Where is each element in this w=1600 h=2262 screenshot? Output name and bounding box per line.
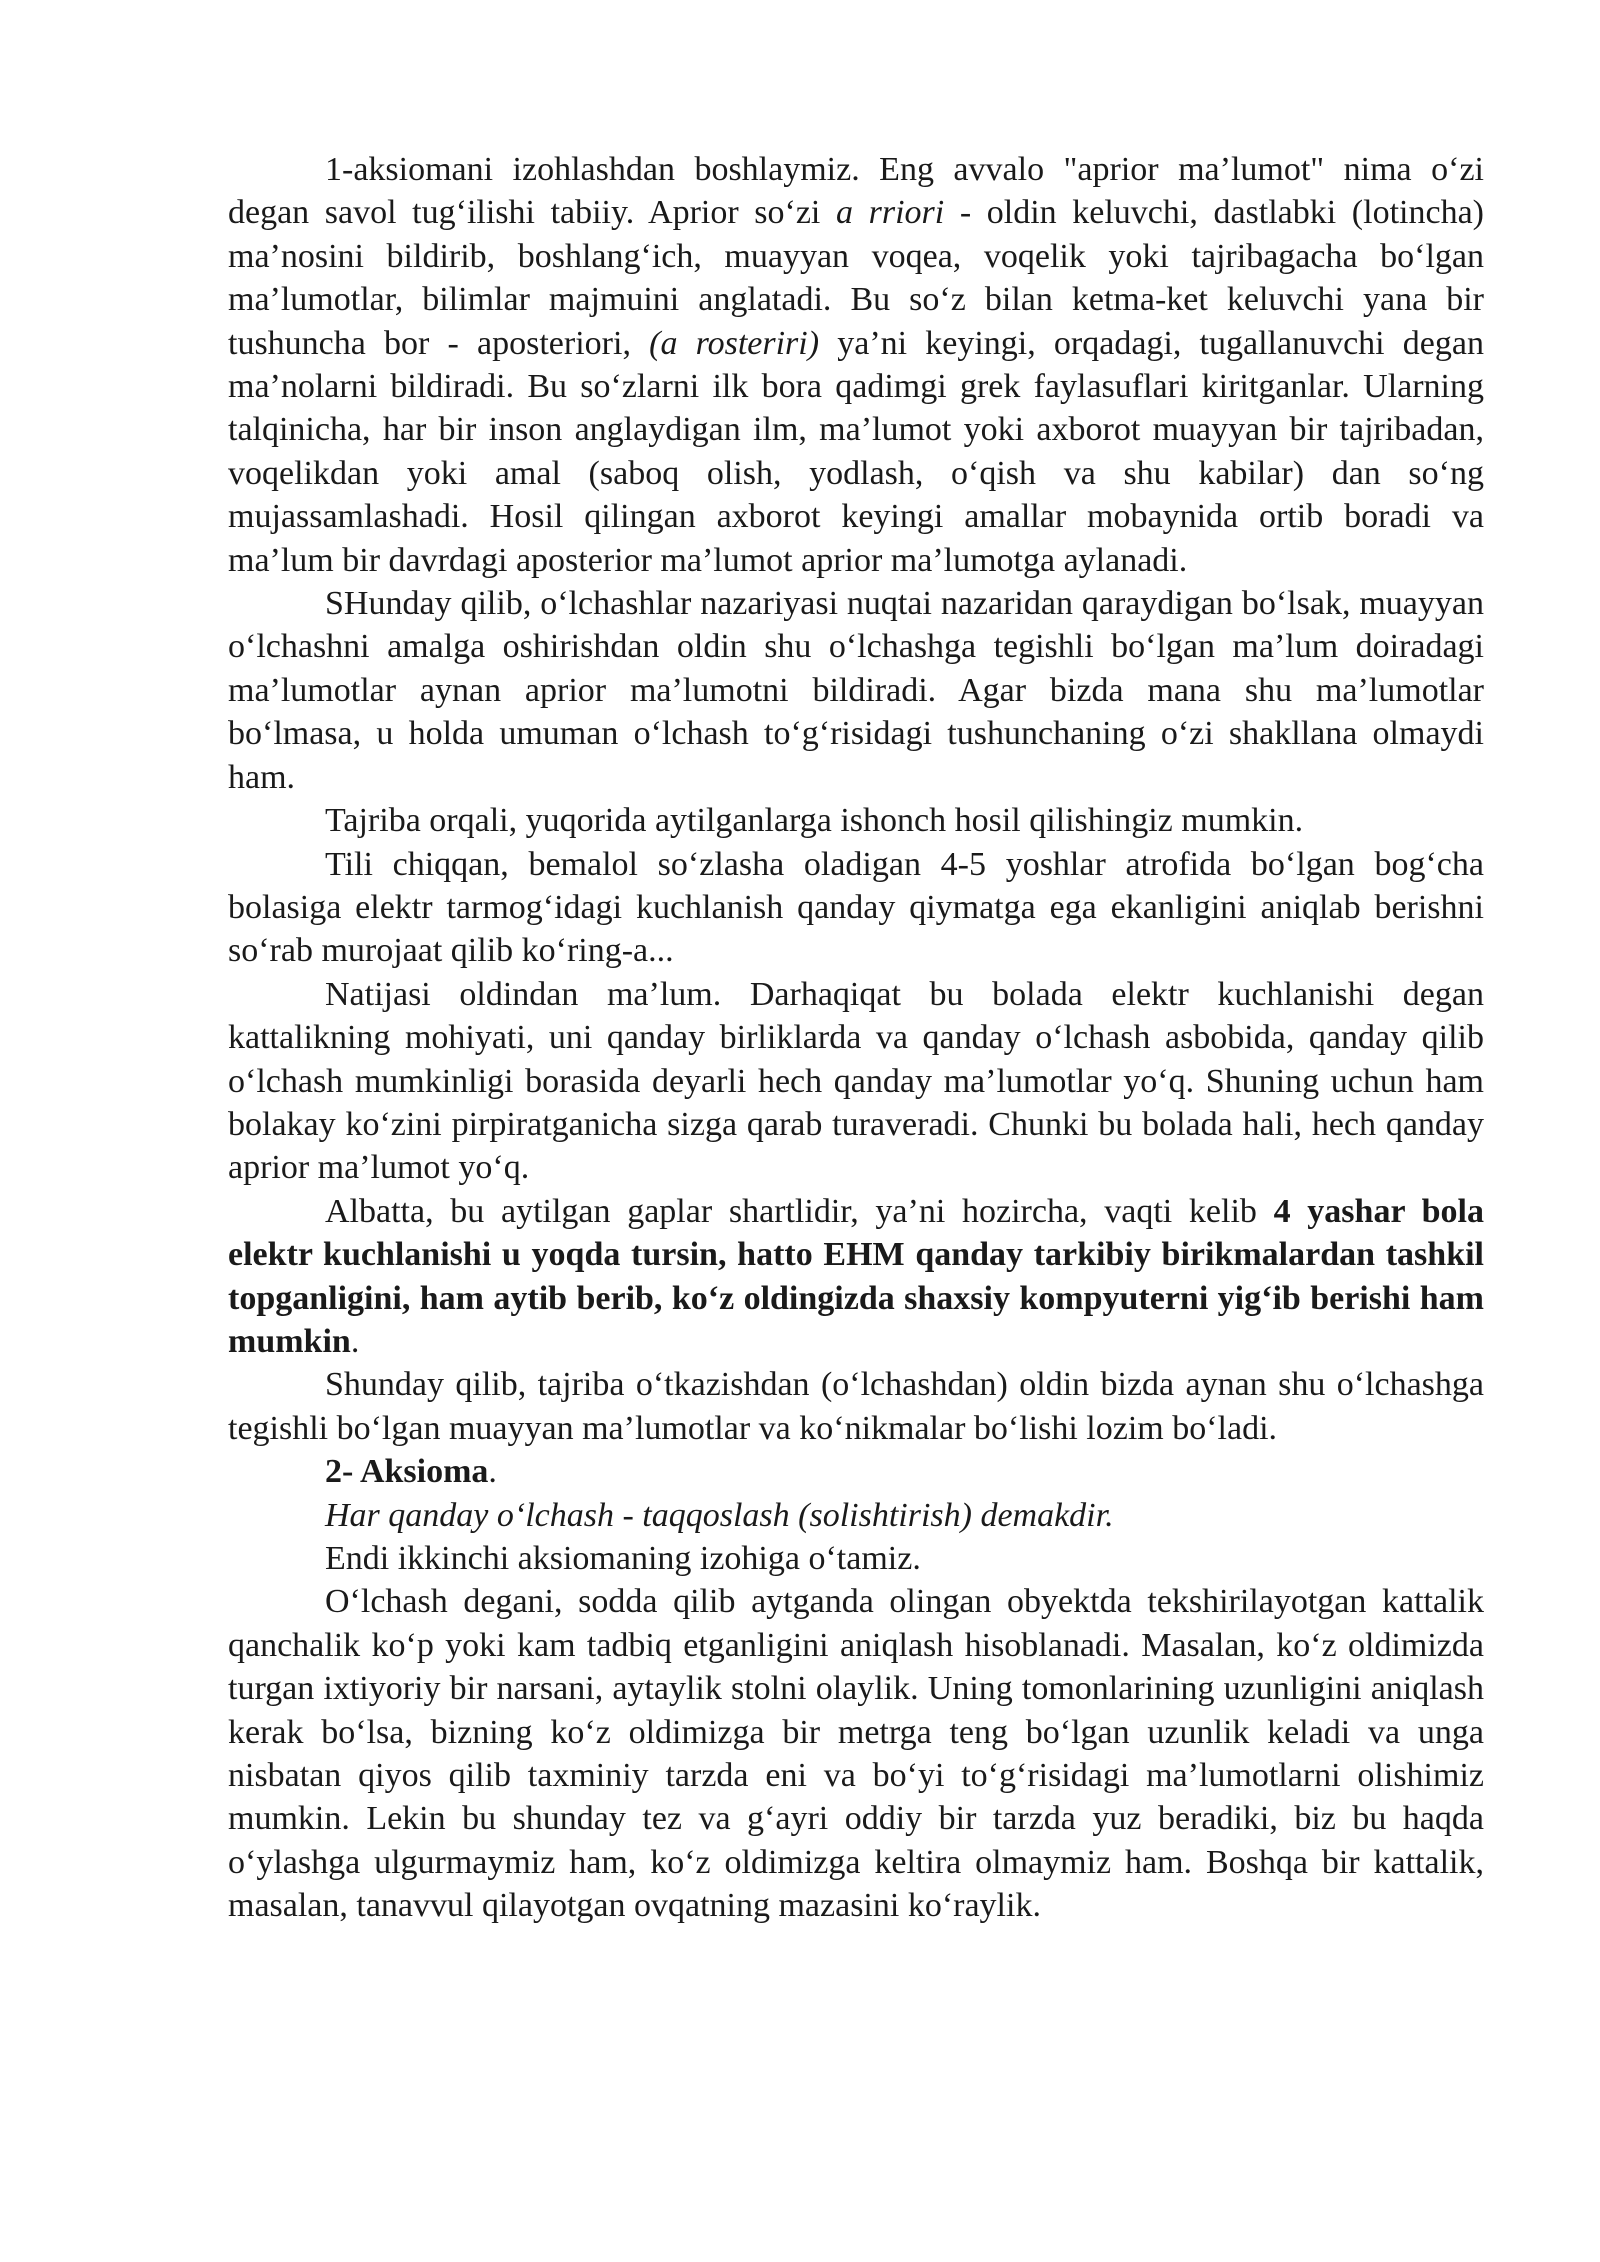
paragraph-measurement-theory: SHunday qilib, o‘lchashlar nazariyasi nuqtai nazaridan qaraydigan bo‘lsak, muayyan o‘lchashni amalga oshirishdan oldin shu o‘lchashga tegishli bo‘lgan ma’lum doiradagi ma’lumotlar aynan aprior ma’lumotni bildiradi. Agar bizda mana shu ma’lumotlar bo‘lmasa, u holda umuman o‘lchash to‘g‘risidagi tushunchaning o‘zi shakllana olmaydi ham. (228, 585, 1484, 796)
axiom-heading-label: 2- Aksioma (325, 1453, 489, 1491)
italic-term-a-priori: a rriori (836, 194, 945, 232)
text-run: ya’ni keyingi, orqadagi, tugallanuvchi degan ma’nolarni bildiradi. Bu so‘zlarni ilk bora qadimgi grek faylasuflari kiritganlar. Ularning talqinicha, har bir inson anglaydigan ilm, ma’lumot yoki axborot muayyan bir tajribadan, voqelikdan yoki amal (saboq olish, yodlash, o‘qish va shu kabilar) dan so‘ng mujassamlashadi. Hosil qilingan axborot keyingi amallar mobaynida ortib boradi va ma’lum bir davrdagi aposterior ma’lumot aprior ma’lumotga aylanadi. (228, 324, 1484, 579)
paragraph-measurement-definition: O‘lchash degani, sodda qilib aytganda olingan obyektda tekshirilayotgan kattalik qanchalik ko‘p yoki kam tadbiq etganligini aniqlash hisoblanadi. Masalan, ko‘z oldimizda turgan ixtiyoriy bir narsani, aytaylik stolni olaylik. Uning tomonlarining uzunligini aniqlash kerak bo‘lsa, bizning ko‘z oldimizga bir metrga teng bo‘lgan uzunlik keladi va unga nisbatan qiyos qilib taxminiy tarzda eni va bo‘yi to‘g‘risidagi ma’lumotlarni olishimiz mumkin. Lekin bu shunday tez va g‘ayri oddiy bir tarzda yuz beradiki, biz bu haqda o‘ylashga ulgurmaymiz ham, ko‘z oldimizga keltira olmaymiz ham. Boshqa bir kattalik, masalan, tanavvul qilayotgan ovqatning mazasini ko‘raylik. (228, 1583, 1484, 1925)
paragraph-transition: Endi ikkinchi aksiomaning izohiga o‘tamiz. (325, 1540, 921, 1577)
document-page (228, 148, 1484, 1928)
axiom-statement-text: Har qanday o‘lchash - taqqoslash (solishtirish) demakdir. (325, 1496, 1114, 1534)
text-run: Albatta, bu aytilgan gaplar shartlidir, ya’ni hozircha, vaqti kelib (325, 1192, 1274, 1230)
bold-emphasis: 4 yashar bola elektr kuchlanishi u yoqda tursin, hatto EHM qanday tarkibiy birikmalardan tashkil topganligini, ham aytib berib, ko‘z oldingizda shaxsiy kompyuterni yig‘ib berishi ham mumkin (228, 1192, 1484, 1360)
text-run: - oldin keluvchi, dastlabki (lotincha) ma’nosini bildirib, boshlang‘ich, muayyan voqea, voqelik yoki tajribagacha bo‘lgan ma’lumotlar, bilimlar majmuini anglatadi. Bu so‘z bilan ketma-ket keluvchi yana bir tushuncha bor - aposteriori, (228, 194, 1484, 362)
paragraph-aprior-definition (228, 148, 1484, 582)
paragraph-child-question: Tili chiqqan, bemalol so‘zlasha oladigan 4-5 yoshlar atrofida bo‘lgan bog‘cha bolasiga elektr tarmog‘idagi kuchlanish qanday qiymatga ega ekanligini aniqlab berishni so‘rab murojaat qilib ko‘ring-a... (228, 845, 1484, 970)
text-run: 1-aksiomani izohlashdan boshlaymiz. Eng avvalo "aprior ma’lumot" nima o‘zi degan savol tug‘ilishi tabiiy. Aprior so‘zi (228, 151, 1484, 232)
paragraph-experiment: Tajriba orqali, yuqorida aytilganlarga ishonch hosil qilishingiz mumkin. (325, 802, 1304, 840)
paragraph-conclusion: Shunday qilib, tajriba o‘tkazishdan (o‘lchashdan) oldin bizda aynan shu o‘lchashga tegishli bo‘lgan muayyan ma’lumotlar va ko‘nikmalar bo‘lishi lozim bo‘ladi. (228, 1366, 1484, 1447)
axiom-heading (228, 1450, 1484, 1493)
paragraph-result: Natijasi oldindan ma’lum. Darhaqiqat bu bolada elektr kuchlanishi degan kattalikning mohiyati, uni qanday birliklarda va qanday o‘lchash asbobida, qanday qilib o‘lchash mumkinligi borasida deyarli hech qanday ma’lumotlar yo‘q. Shuning uchun ham bolakay ko‘zini pirpiratganicha sizga qarab turaveradi. Chunki bu bolada hali, hech qanday aprior ma’lumot yo‘q. (228, 975, 1484, 1187)
axiom-statement (228, 1494, 1484, 1537)
text-run: . (488, 1453, 497, 1491)
italic-term-a-posteriori: (a rosteriri) (649, 324, 820, 362)
text-run: . (350, 1322, 360, 1360)
paragraph-conditional (228, 1190, 1484, 1364)
